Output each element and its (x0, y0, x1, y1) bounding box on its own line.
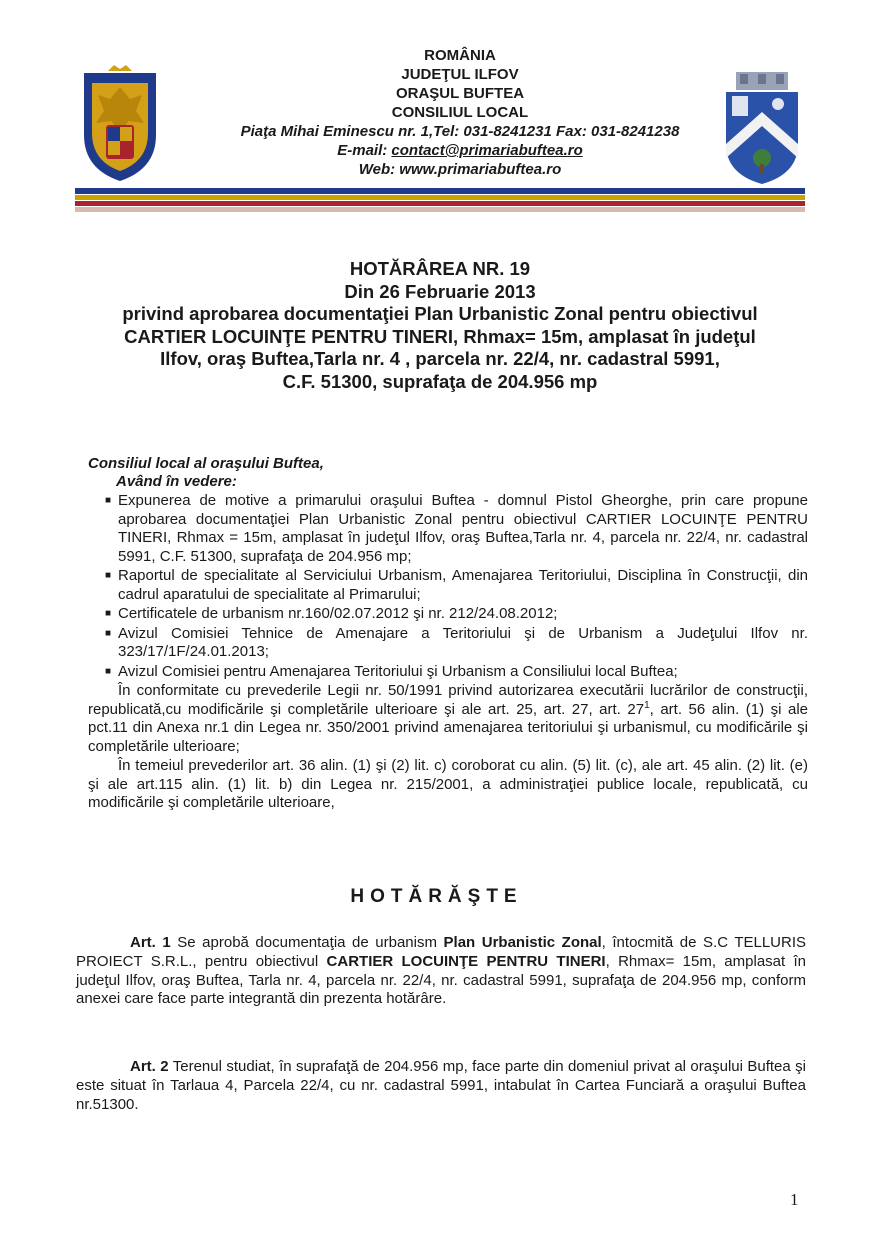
list-item: ■ Certificatele de urbanism nr.160/02.07.2012 şi nr. 212/24.08.2012; (105, 605, 558, 622)
list-item: ■ Raportul de specialitate al Serviciului Urbanism, Amenajarea Teritoriului, Disciplina în Construcţii, din cadrul aparatului de specialitate al Primarului; (105, 567, 808, 603)
band-pink (75, 207, 805, 212)
article-1: Art. 1 Se aprobă documentaţia de urbanism Plan Urbanistic Zonal, întocmită de S.C TELLURIS PROIECT S.R.L., pentru obiectivul CARTIER LOCUINŢE PENTRU TINERI, Rhmax= 15m, amplasat în judeţul Ilfov, oraş Buftea, Tarla nr. 4, parcela nr. 22/4, nr. cadastral 5991, suprafaţa de 204.956 mp, conform anexei care face parte integrantă din prezenta hotărâre. (76, 934, 807, 1008)
band-red (75, 201, 805, 206)
band-yellow (75, 195, 805, 200)
buftea-coat-of-arms-icon (722, 72, 802, 186)
conformity-paragraph: În conformitate cu prevederile Legii nr. 50/1991 privind autorizarea executării lucrărilor de construcţii, republicată,cu modificările şi completările ulterioare şi ale art. 25, art. 27, art. $27^1$, art. 56 alin. (1) şi ale pct.11 din Anexa nr.1 din Legea nr. 350/2001 privind amenajarea teritoriului şi urbanismul, cu modificările şi completările ulterioare; (88, 682, 809, 755)
page-number: 1 (790, 1190, 799, 1209)
title-number: HOTĂRÂREA NR. 19 (349, 258, 531, 279)
email-label: E-mail: (337, 142, 388, 159)
decides-heading: HOTĂRĂŞTE (350, 886, 523, 907)
band-blue (75, 188, 805, 194)
article-2-label: Art. 2 (130, 1058, 169, 1075)
list-item: ■ Avizul Comisiei Tehnice de Amenajare a Teritoriului şi de Urbanism a Judeţului Ilfov nr. 323/17/1F/24.01.2013; (105, 624, 808, 660)
romania-coat-of-arms-icon (78, 65, 162, 183)
letterhead (0, 0, 873, 220)
title-subject-3: Ilfov, oraş Buftea,Tarla nr. 4 , parcela nr. 22/4, nr. cadastral 5991, (160, 348, 720, 369)
legal-basis-paragraph: În temeiul prevederilor art. 36 alin. (1) şi (2) lit. c) coroborat cu alin. (5) lit. (c), ale art. 45 alin. (2) lit. (e) şi ale art.115 alin. (1) lit. b) din Legea nr. 215/2001, a administraţiei publice locale, republicată, cu modificările şi completările ulterioare, (88, 757, 808, 811)
email-link[interactable]: contact@primariabuftea.ro (391, 142, 583, 159)
title-subject-4: C.F. 51300, suprafaţa de 204.956 mp (282, 370, 598, 392)
bullet-icon: ■ (105, 495, 112, 506)
list-item: ■ Expunerea de motive a primarului oraşului Buftea - domnul Pistol Gheorghe, prin care propune aprobarea documentaţiei Plan Urbanistic Zonal pentru obiectivul CARTIER LOCUINŢE PENTRU TINERI, Rhmax = 15m, amplasat în judeţul Ilfov, oraş Buftea,Tarla nr. 4, parcela nr. 22/4, nr. cadastral 5991, C.F. 51300, suprafaţa de 204.956 mp; (105, 492, 808, 565)
title-date: Din 26 Februarie 2013 (344, 280, 536, 302)
bullet-icon: ■ (105, 627, 112, 639)
article-2: Art. 2 Terenul studiat, în suprafaţă de 204.956 mp, face parte din domeniul privat al oraşului Buftea şi este situat în Tarlaua 4, Parcela 22/4, cu nr. cadastral 5991, intabulat în Cartea Funciară a oraşului Buftea nr.51300. (76, 1058, 806, 1113)
header-web[interactable]: Web: www.primariabuftea.ro (358, 161, 562, 178)
article-1-label: Art. 1 (130, 934, 171, 951)
header-country: ROMÂNIA (424, 47, 496, 64)
decision-title (70, 258, 810, 393)
title-subject-1: privind aprobarea documentaţiei Plan Urbanistic Zonal pentru obiectivul (122, 303, 758, 324)
title-subject-2: CARTIER LOCUINŢE PENTRU TINERI, Rhmax= 15m, amplasat în judeţul (124, 325, 756, 347)
header-council: CONSILIUL LOCAL (391, 104, 529, 121)
bullet-icon: ■ (105, 570, 112, 581)
considering-heading: Având în vedere: (116, 473, 237, 490)
considerations-list (88, 492, 808, 814)
header-county: JUDEŢUL ILFOV (401, 66, 519, 83)
superscript: 1 (644, 699, 650, 711)
bullet-icon: ■ (105, 665, 112, 677)
header-address: Piaţa Mihai Eminescu nr. 1,Tel: 031-8241231 Fax: 031-8241238 (240, 123, 680, 140)
header-city: ORAŞUL BUFTEA (395, 85, 525, 102)
council-heading: Consiliul local al oraşului Buftea, (88, 455, 324, 472)
list-item: ■ Avizul Comisiei pentru Amenajarea Teritoriului şi Urbanism a Consiliului local Buftea; (105, 662, 678, 680)
bullet-icon: ■ (105, 608, 112, 619)
header-email-line (200, 141, 720, 160)
